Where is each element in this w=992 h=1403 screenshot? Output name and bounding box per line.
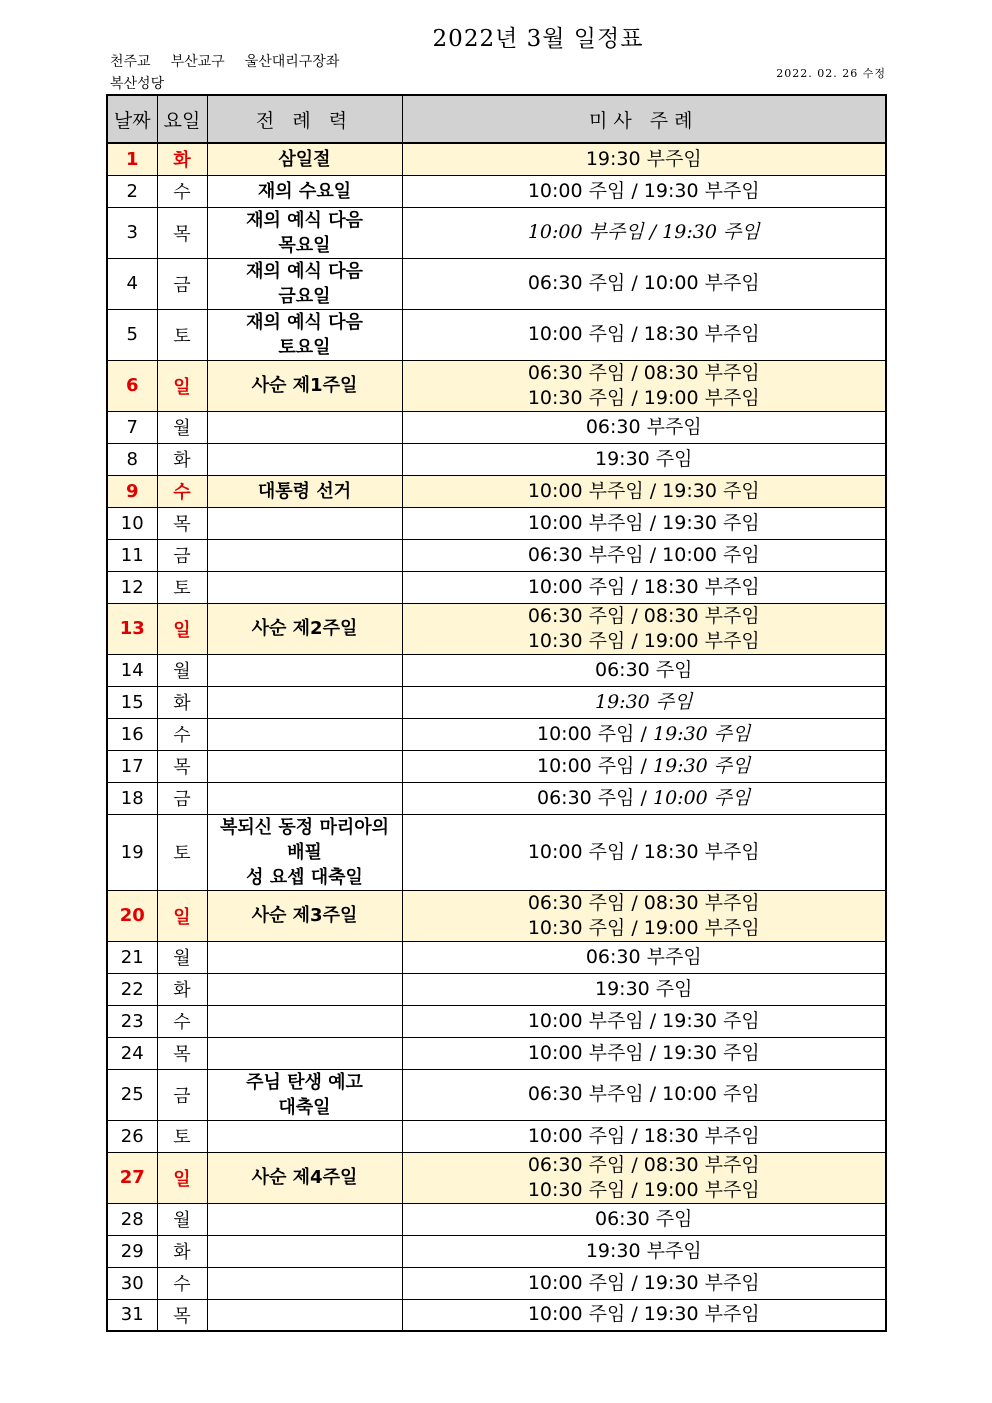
liturgy-cell bbox=[207, 718, 402, 750]
mass-text: 10:00 주임 / bbox=[537, 722, 653, 745]
mass-text: 06:30 부주임 / 10:00 주임 bbox=[527, 543, 760, 566]
date-cell: 29 bbox=[107, 1235, 157, 1267]
table-row bbox=[107, 1120, 886, 1152]
mass-text: 10:00 주임 bbox=[652, 786, 751, 809]
mass-line bbox=[403, 543, 886, 568]
mass-text: 10:00 주임 / 19:30 부주임 bbox=[527, 1271, 760, 1294]
mass-line bbox=[403, 220, 886, 245]
mass-cell bbox=[402, 890, 886, 941]
date-cell: 19 bbox=[107, 814, 157, 890]
liturgy-cell bbox=[207, 309, 402, 360]
mass-line bbox=[403, 722, 886, 747]
table-row bbox=[107, 475, 886, 507]
date-cell: 31 bbox=[107, 1299, 157, 1331]
mass-line bbox=[403, 1009, 886, 1034]
table-row bbox=[107, 750, 886, 782]
mass-line bbox=[403, 916, 886, 941]
table-row bbox=[107, 571, 886, 603]
mass-text: 06:30 부주임 / 10:00 주임 bbox=[527, 1083, 760, 1105]
liturgy-text: 사순 제2주일 bbox=[251, 618, 358, 639]
mass-cell bbox=[402, 941, 886, 973]
weekday-cell: 목 bbox=[157, 507, 207, 539]
mass-text: 06:30 주임 / 08:30 부주임 bbox=[527, 891, 760, 914]
table-row bbox=[107, 411, 886, 443]
mass-line bbox=[403, 1153, 886, 1178]
liturgy-cell bbox=[207, 654, 402, 686]
liturgy-cell bbox=[207, 475, 402, 507]
mass-line bbox=[403, 658, 886, 683]
date-cell: 8 bbox=[107, 443, 157, 475]
weekday-cell: 수 bbox=[157, 718, 207, 750]
liturgy-text: 주님 탄생 예고 bbox=[246, 1071, 363, 1093]
mass-text: 10:00 부주임 / 19:30 주임 bbox=[527, 1009, 760, 1032]
mass-line bbox=[403, 1124, 886, 1149]
mass-cell bbox=[402, 207, 886, 258]
weekday-cell: 일 bbox=[157, 1152, 207, 1203]
weekday-cell: 목 bbox=[157, 750, 207, 782]
weekday-cell: 월 bbox=[157, 941, 207, 973]
mass-cell bbox=[402, 443, 886, 475]
parish-info bbox=[110, 51, 339, 95]
mass-text: 10:30 주임 / 19:00 부주임 bbox=[527, 386, 760, 409]
vicariate-label: 울산대리구장좌 bbox=[244, 54, 340, 70]
weekday-cell: 화 bbox=[157, 686, 207, 718]
mass-text: 10:00 주임 / 18:30 부주임 bbox=[527, 1124, 760, 1147]
header-liturgy: 전 례 력 bbox=[207, 95, 402, 143]
date-cell: 25 bbox=[107, 1069, 157, 1120]
mass-text: 10:00 부주임 / 19:30 주임 bbox=[527, 479, 760, 502]
mass-cell bbox=[402, 1037, 886, 1069]
mass-text: 19:30 주임 bbox=[594, 447, 693, 470]
table-row bbox=[107, 890, 886, 941]
liturgy-cell bbox=[207, 782, 402, 814]
mass-text: 10:00 주임 / 19:30 부주임 bbox=[527, 1303, 760, 1326]
liturgy-cell bbox=[207, 360, 402, 411]
date-cell: 30 bbox=[107, 1267, 157, 1299]
mass-text: 10:00 주임 / 18:30 부주임 bbox=[527, 575, 760, 598]
mass-cell bbox=[402, 143, 886, 175]
schedule-body bbox=[107, 143, 886, 1331]
date-cell: 12 bbox=[107, 571, 157, 603]
date-cell: 14 bbox=[107, 654, 157, 686]
mass-line bbox=[403, 271, 886, 296]
weekday-cell: 토 bbox=[157, 814, 207, 890]
table-row bbox=[107, 1005, 886, 1037]
table-row bbox=[107, 603, 886, 654]
weekday-cell: 수 bbox=[157, 475, 207, 507]
page-title: 2022년 3월 일정표 bbox=[432, 26, 644, 52]
mass-cell bbox=[402, 718, 886, 750]
liturgy-text: 사순 제3주일 bbox=[251, 905, 358, 926]
mass-cell bbox=[402, 360, 886, 411]
table-row bbox=[107, 1069, 886, 1120]
mass-line bbox=[403, 629, 886, 654]
date-cell: 5 bbox=[107, 309, 157, 360]
mass-line bbox=[403, 1302, 886, 1327]
mass-cell bbox=[402, 814, 886, 890]
table-row bbox=[107, 175, 886, 207]
date-cell: 16 bbox=[107, 718, 157, 750]
mass-line bbox=[403, 322, 886, 347]
mass-line bbox=[403, 447, 886, 472]
schedule-table bbox=[106, 94, 887, 1332]
mass-text: 06:30 주임 / 08:30 부주임 bbox=[527, 361, 760, 384]
table-row bbox=[107, 207, 886, 258]
header-date: 날짜 bbox=[107, 95, 157, 143]
weekday-cell: 목 bbox=[157, 207, 207, 258]
mass-line bbox=[403, 945, 886, 970]
mass-line bbox=[403, 479, 886, 504]
mass-line bbox=[403, 891, 886, 916]
table-row bbox=[107, 1267, 886, 1299]
mass-cell bbox=[402, 1299, 886, 1331]
weekday-cell: 일 bbox=[157, 603, 207, 654]
date-cell: 3 bbox=[107, 207, 157, 258]
date-cell: 22 bbox=[107, 973, 157, 1005]
mass-text: 06:30 주임 / 10:00 부주임 bbox=[527, 272, 760, 294]
mass-text: 19:30 주임 bbox=[594, 690, 693, 713]
liturgy-text: 삼일절 bbox=[278, 148, 331, 170]
weekday-cell: 월 bbox=[157, 1203, 207, 1235]
mass-cell bbox=[402, 603, 886, 654]
liturgy-text: 목요일 bbox=[278, 234, 331, 256]
table-row bbox=[107, 686, 886, 718]
table-row bbox=[107, 309, 886, 360]
liturgy-text: 재의 수요일 bbox=[257, 180, 352, 202]
mass-line bbox=[403, 575, 886, 600]
date-cell: 26 bbox=[107, 1120, 157, 1152]
mass-line bbox=[403, 1041, 886, 1066]
district-label: 부산교구 bbox=[170, 54, 225, 70]
liturgy-cell bbox=[207, 1037, 402, 1069]
liturgy-cell bbox=[207, 1203, 402, 1235]
mass-text: 19:30 부주임 bbox=[585, 147, 702, 170]
date-cell: 2 bbox=[107, 175, 157, 207]
weekday-cell: 월 bbox=[157, 654, 207, 686]
liturgy-cell bbox=[207, 1152, 402, 1203]
date-cell: 21 bbox=[107, 941, 157, 973]
table-row bbox=[107, 718, 886, 750]
table-row bbox=[107, 973, 886, 1005]
mass-text: 06:30 주임 bbox=[594, 1207, 693, 1230]
table-row bbox=[107, 539, 886, 571]
mass-text: 10:30 주임 / 19:00 부주임 bbox=[527, 916, 760, 939]
weekday-cell: 월 bbox=[157, 411, 207, 443]
weekday-cell: 토 bbox=[157, 571, 207, 603]
mass-line bbox=[403, 604, 886, 629]
weekday-cell: 목 bbox=[157, 1299, 207, 1331]
liturgy-cell bbox=[207, 443, 402, 475]
weekday-cell: 화 bbox=[157, 143, 207, 175]
mass-cell bbox=[402, 175, 886, 207]
mass-cell bbox=[402, 258, 886, 309]
table-row bbox=[107, 507, 886, 539]
liturgy-cell bbox=[207, 539, 402, 571]
mass-line bbox=[403, 361, 886, 386]
weekday-cell: 금 bbox=[157, 1069, 207, 1120]
date-cell: 10 bbox=[107, 507, 157, 539]
mass-line bbox=[403, 786, 886, 811]
liturgy-cell bbox=[207, 941, 402, 973]
mass-cell bbox=[402, 475, 886, 507]
weekday-cell: 금 bbox=[157, 782, 207, 814]
weekday-cell: 수 bbox=[157, 175, 207, 207]
mass-text: 06:30 부주임 bbox=[585, 945, 702, 968]
date-cell: 11 bbox=[107, 539, 157, 571]
date-cell: 17 bbox=[107, 750, 157, 782]
mass-cell bbox=[402, 654, 886, 686]
mass-text: 10:30 주임 / 19:00 부주임 bbox=[527, 629, 760, 652]
mass-text: 10:00 주임 / 18:30 부주임 bbox=[527, 840, 760, 863]
liturgy-cell bbox=[207, 603, 402, 654]
table-row bbox=[107, 1235, 886, 1267]
liturgy-text: 복되신 동정 마리아의 bbox=[219, 816, 390, 838]
mass-text: 10:00 주임 / 18:30 부주임 bbox=[527, 323, 760, 345]
table-row bbox=[107, 814, 886, 890]
header-row bbox=[107, 95, 886, 143]
mass-line bbox=[403, 1239, 886, 1264]
date-cell: 28 bbox=[107, 1203, 157, 1235]
liturgy-text: 대통령 선거 bbox=[257, 480, 352, 502]
date-cell: 18 bbox=[107, 782, 157, 814]
date-cell: 7 bbox=[107, 411, 157, 443]
date-cell: 24 bbox=[107, 1037, 157, 1069]
mass-text: 10:00 주임 / bbox=[537, 754, 653, 777]
date-cell: 4 bbox=[107, 258, 157, 309]
liturgy-text: 재의 예식 다음 bbox=[246, 209, 363, 231]
liturgy-text: 재의 예식 다음 bbox=[246, 260, 363, 282]
date-cell: 13 bbox=[107, 603, 157, 654]
liturgy-cell bbox=[207, 571, 402, 603]
mass-line bbox=[403, 1207, 886, 1232]
liturgy-text: 성 요셉 대축일 bbox=[246, 866, 363, 888]
liturgy-text: 금요일 bbox=[278, 285, 331, 307]
weekday-cell: 토 bbox=[157, 1120, 207, 1152]
date-cell: 23 bbox=[107, 1005, 157, 1037]
liturgy-cell bbox=[207, 143, 402, 175]
table-row bbox=[107, 1299, 886, 1331]
mass-line bbox=[403, 977, 886, 1002]
mass-text: 10:00 부주임 / 19:30 주임 bbox=[527, 221, 760, 243]
mass-cell bbox=[402, 750, 886, 782]
liturgy-text: 사순 제1주일 bbox=[251, 375, 358, 396]
mass-line bbox=[403, 840, 886, 865]
mass-line bbox=[403, 1082, 886, 1107]
mass-text: 19:30 주임 bbox=[594, 977, 693, 1000]
liturgy-cell bbox=[207, 1069, 402, 1120]
table-row bbox=[107, 1203, 886, 1235]
mass-cell bbox=[402, 1235, 886, 1267]
mass-text: 19:30 부주임 bbox=[585, 1239, 702, 1262]
mass-cell bbox=[402, 1203, 886, 1235]
liturgy-cell bbox=[207, 1299, 402, 1331]
liturgy-cell bbox=[207, 507, 402, 539]
date-cell: 1 bbox=[107, 143, 157, 175]
liturgy-text: 배필 bbox=[287, 841, 322, 863]
liturgy-cell bbox=[207, 686, 402, 718]
table-row bbox=[107, 258, 886, 309]
mass-text: 06:30 주임 bbox=[594, 658, 693, 681]
liturgy-cell bbox=[207, 411, 402, 443]
mass-cell bbox=[402, 973, 886, 1005]
liturgy-cell bbox=[207, 258, 402, 309]
mass-cell bbox=[402, 507, 886, 539]
mass-text: 19:30 주임 bbox=[652, 722, 751, 745]
mass-text: 19:30 주임 bbox=[652, 754, 751, 777]
mass-line bbox=[403, 147, 886, 172]
liturgy-cell bbox=[207, 750, 402, 782]
mass-cell bbox=[402, 1120, 886, 1152]
mass-cell bbox=[402, 1152, 886, 1203]
weekday-cell: 토 bbox=[157, 309, 207, 360]
mass-text: 10:00 부주임 / 19:30 주임 bbox=[527, 511, 760, 534]
table-row bbox=[107, 143, 886, 175]
date-cell: 20 bbox=[107, 890, 157, 941]
mass-cell bbox=[402, 411, 886, 443]
header-mass: 미사 주례 bbox=[402, 95, 886, 143]
date-cell: 15 bbox=[107, 686, 157, 718]
liturgy-text: 대축일 bbox=[278, 1096, 331, 1118]
mass-line bbox=[403, 1271, 886, 1296]
weekday-cell: 화 bbox=[157, 973, 207, 1005]
mass-cell bbox=[402, 309, 886, 360]
liturgy-cell bbox=[207, 1235, 402, 1267]
date-cell: 6 bbox=[107, 360, 157, 411]
mass-cell bbox=[402, 782, 886, 814]
mass-line bbox=[403, 179, 886, 204]
liturgy-cell bbox=[207, 1120, 402, 1152]
mass-text: 06:30 주임 / 08:30 부주임 bbox=[527, 604, 760, 627]
mass-cell bbox=[402, 1005, 886, 1037]
mass-line bbox=[403, 386, 886, 411]
liturgy-cell bbox=[207, 207, 402, 258]
mass-cell bbox=[402, 1069, 886, 1120]
table-row bbox=[107, 782, 886, 814]
diocese-label: 천주교 bbox=[110, 54, 151, 70]
table-row bbox=[107, 654, 886, 686]
weekday-cell: 목 bbox=[157, 1037, 207, 1069]
mass-cell bbox=[402, 1267, 886, 1299]
mass-line bbox=[403, 690, 886, 715]
weekday-cell: 수 bbox=[157, 1267, 207, 1299]
table-row bbox=[107, 360, 886, 411]
mass-line bbox=[403, 415, 886, 440]
mass-line bbox=[403, 511, 886, 536]
weekday-cell: 금 bbox=[157, 258, 207, 309]
mass-text: 06:30 주임 / bbox=[537, 786, 653, 809]
liturgy-text: 사순 제4주일 bbox=[251, 1167, 358, 1188]
mass-text: 10:30 주임 / 19:00 부주임 bbox=[527, 1178, 760, 1201]
liturgy-text: 재의 예식 다음 bbox=[246, 311, 363, 333]
weekday-cell: 일 bbox=[157, 360, 207, 411]
mass-line bbox=[403, 754, 886, 779]
date-cell: 9 bbox=[107, 475, 157, 507]
mass-cell bbox=[402, 539, 886, 571]
weekday-cell: 수 bbox=[157, 1005, 207, 1037]
mass-text: 06:30 부주임 bbox=[585, 415, 702, 438]
date-cell: 27 bbox=[107, 1152, 157, 1203]
table-row bbox=[107, 941, 886, 973]
weekday-cell: 화 bbox=[157, 1235, 207, 1267]
mass-text: 06:30 주임 / 08:30 부주임 bbox=[527, 1153, 760, 1176]
mass-cell bbox=[402, 571, 886, 603]
liturgy-cell bbox=[207, 973, 402, 1005]
liturgy-cell bbox=[207, 814, 402, 890]
table-row bbox=[107, 443, 886, 475]
mass-line bbox=[403, 1178, 886, 1203]
mass-text: 10:00 주임 / 19:30 부주임 bbox=[527, 179, 760, 202]
liturgy-cell bbox=[207, 890, 402, 941]
header-day: 요일 bbox=[157, 95, 207, 143]
revision-date: 2022. 02. 26 수정 bbox=[776, 67, 886, 80]
mass-text: 10:00 부주임 / 19:30 주임 bbox=[527, 1041, 760, 1064]
liturgy-text: 토요일 bbox=[278, 336, 331, 358]
table-row bbox=[107, 1037, 886, 1069]
liturgy-cell bbox=[207, 1267, 402, 1299]
weekday-cell: 금 bbox=[157, 539, 207, 571]
table-row bbox=[107, 1152, 886, 1203]
weekday-cell: 일 bbox=[157, 890, 207, 941]
mass-cell bbox=[402, 686, 886, 718]
weekday-cell: 화 bbox=[157, 443, 207, 475]
liturgy-cell bbox=[207, 175, 402, 207]
parish-label: 복산성당 bbox=[110, 76, 165, 92]
liturgy-cell bbox=[207, 1005, 402, 1037]
